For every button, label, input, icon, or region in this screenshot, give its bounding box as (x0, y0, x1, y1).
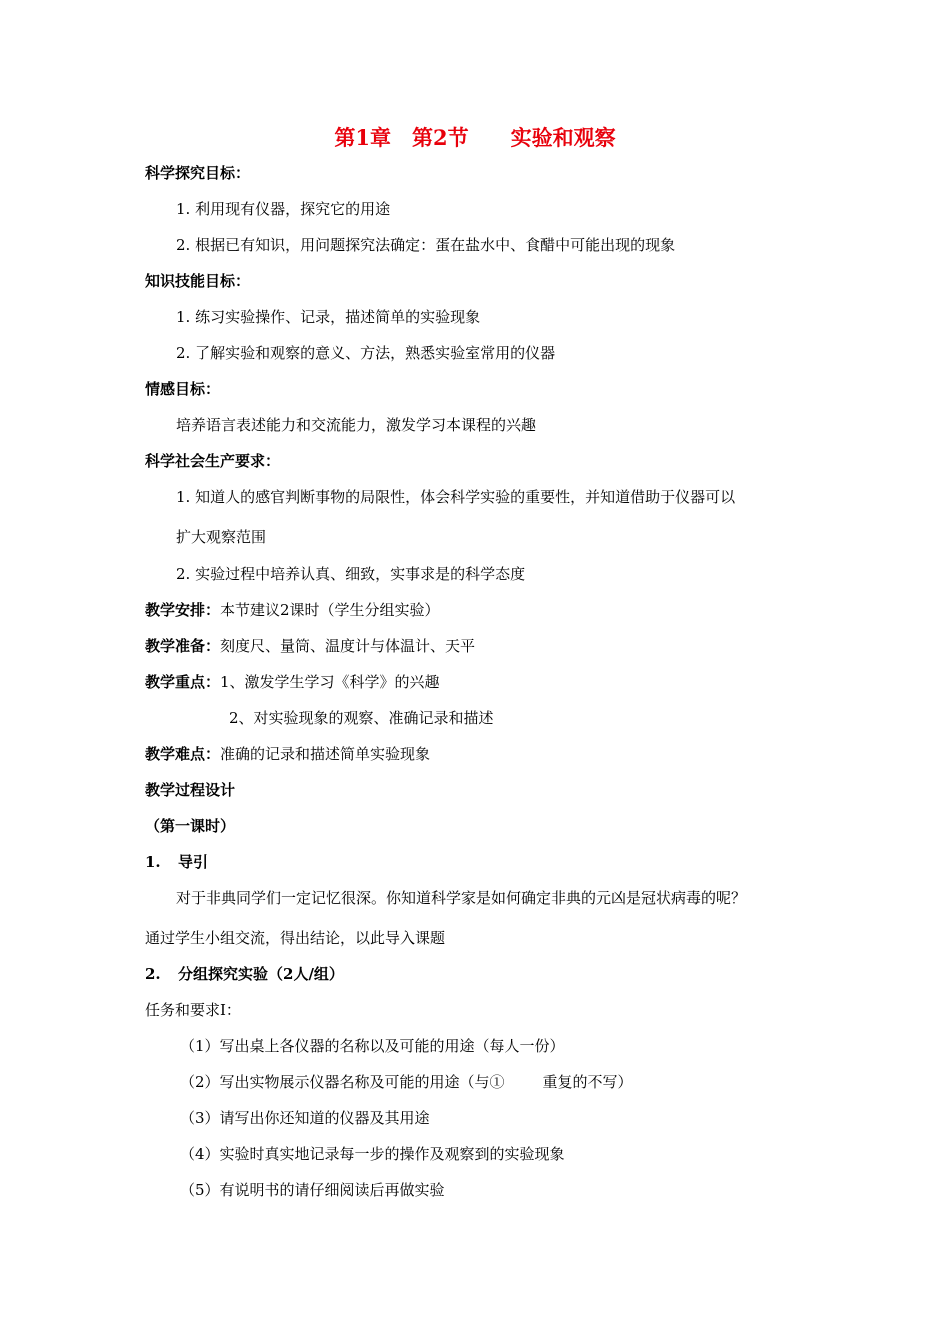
section-1-paragraph-line-1: 对于非典同学们一定记忆很深。你知道科学家是如何确定非典的元凶是冠状病毒的呢？ (176, 889, 747, 907)
skill-goal-item-1: 1. 练习实验操作、记录，描述简单的实验现象 (176, 308, 481, 326)
difficulty-text: 准确的记录和描述简单实验现象 (220, 745, 431, 763)
section-2-number: 2. (145, 965, 161, 983)
arrangement-label: 教学安排： (145, 601, 221, 619)
science-goal-item-1: 1. 利用现有仪器，探究它的用途 (176, 200, 391, 218)
society-goal-item-1-line-1: 1. 知道人的感官判断事物的局限性，体会科学实验的重要性，并知道借助于仪器可以 (176, 488, 736, 506)
society-goal-item-2: 2. 实验过程中培养认真、细致，实事求是的科学态度 (176, 565, 526, 583)
society-goal-heading: 科学社会生产要求： (145, 452, 281, 470)
skill-goal-item-2: 2. 了解实验和观察的意义、方法，熟悉实验室常用的仪器 (176, 344, 556, 362)
difficulty-label: 教学难点： (145, 745, 221, 763)
key-points-row (145, 672, 440, 692)
section-1-title: 导引 (178, 853, 209, 871)
section-1-paragraph-line-2: 通过学生小组交流，得出结论，以此导入课题 (145, 929, 446, 947)
science-goal-item-2: 2. 根据已有知识，用问题探究法确定：蛋在盐水中、食醋中可能出现的现象 (176, 236, 676, 254)
preparation-text: 刻度尺、量筒、温度计与体温计、天平 (220, 637, 476, 655)
task-heading: 任务和要求Ⅰ： (145, 1001, 241, 1019)
section-1-number: 1. (145, 853, 161, 871)
arrangement-text: 本节建议2课时（学生分组实验） (220, 601, 440, 619)
science-goal-heading: 科学探究目标： (145, 164, 251, 182)
task-item-2-part-1: （2）写出实物展示仪器名称及可能的用途（与① (180, 1073, 505, 1091)
document-title: 第1章 第2节 实验和观察 (334, 125, 616, 150)
task-item-1: （1）写出桌上各仪器的名称以及可能的用途（每人一份） (180, 1037, 565, 1055)
difficulty-row (145, 744, 430, 764)
emotion-goal-text: 培养语言表述能力和交流能力，激发学习本课程的兴趣 (176, 416, 537, 434)
preparation-row (145, 636, 475, 656)
key-points-item-1: 1、激发学生学习《科学》的兴趣 (220, 673, 440, 691)
task-item-3: （3）请写出你还知道的仪器及其用途 (180, 1109, 430, 1127)
task-item-2 (180, 1072, 633, 1092)
arrangement-row (145, 600, 440, 620)
key-points-label: 教学重点： (145, 673, 221, 691)
emotion-goal-heading: 情感目标： (145, 380, 221, 398)
key-points-item-2: 2、对实验现象的观察、准确记录和描述 (229, 709, 494, 727)
lesson-heading: （第一课时） (145, 817, 236, 835)
task-item-5: （5）有说明书的请仔细阅读后再做实验 (180, 1181, 445, 1199)
skill-goal-heading: 知识技能目标： (145, 272, 251, 290)
task-item-4: （4）实验时真实地记录每一步的操作及观察到的实验现象 (180, 1145, 565, 1163)
process-heading: 教学过程设计 (145, 781, 236, 799)
section-2-title: 分组探究实验（2人/组） (178, 965, 344, 983)
society-goal-item-1-line-2: 扩大观察范围 (176, 528, 267, 546)
task-item-2-part-2: 重复的不写） (542, 1073, 633, 1091)
preparation-label: 教学准备： (145, 637, 221, 655)
